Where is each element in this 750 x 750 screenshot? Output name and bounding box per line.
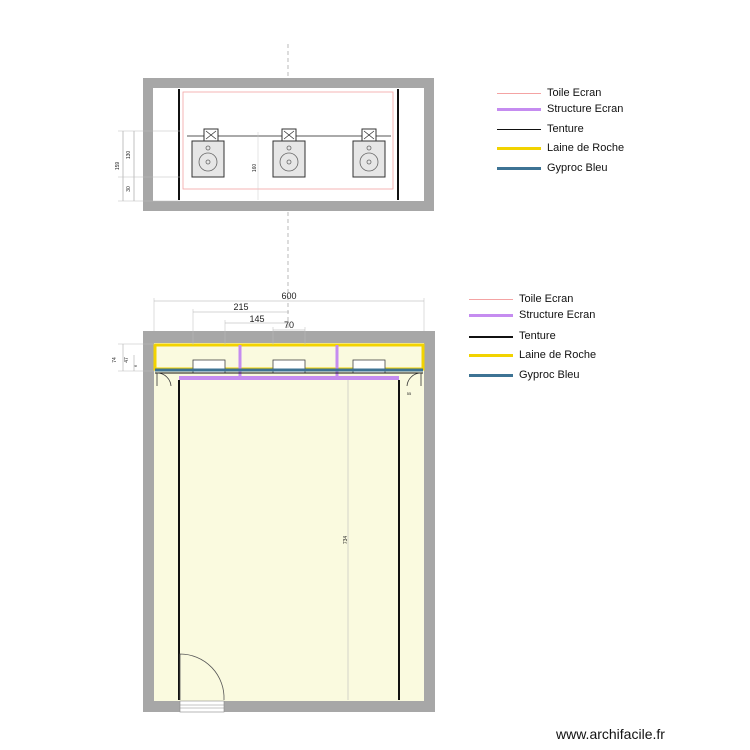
legend-swatch-tenture [469,336,513,338]
elevation-dim-inner: 130 [126,150,132,160]
plan-dim-left-c: 6 [133,364,138,368]
door-opening [180,701,224,712]
legend-swatch-gyproc [469,374,513,377]
legend-top [497,86,697,182]
legend-label: Tenture [547,123,584,135]
plan-dim-total: 600 [281,291,297,301]
legend-label: Toile Ecran [547,87,602,99]
watermark: www.archifacile.fr [556,726,665,742]
legend-swatch-structure [497,108,541,111]
legend-label: Laine de Roche [519,349,597,361]
legend-swatch-screen [497,93,541,94]
legend-label: Toile Ecran [519,293,574,305]
legend-swatch-insulation [469,354,513,357]
plan-view [112,291,435,712]
legend-swatch-gyproc [497,167,541,170]
plan-dim-length: 734 [343,535,349,545]
legend-label: Structure Ecran [547,103,624,115]
elevation-dim-speaker: 160 [252,163,258,173]
elevation-dim-outer: 159 [115,161,121,171]
legend-label: Gyproc Bleu [519,369,580,381]
legend-swatch-structure [469,314,513,317]
plan-dim-70: 70 [283,320,295,330]
elevation-view [115,78,434,211]
legend-label: Tenture [519,330,556,342]
plan-dim-215: 215 [233,302,249,312]
legend-swatch-tenture [497,129,541,130]
elevation-dim-bottom: 30 [126,186,132,192]
legend-label: Laine de Roche [547,142,625,154]
legend-swatch-screen [469,299,513,300]
plan-dim-right-small: 55 [406,391,412,396]
legend-label: Gyproc Bleu [547,162,608,174]
legend-label: Structure Ecran [519,309,596,321]
legend-swatch-insulation [497,147,541,150]
plan-dim-145: 145 [249,314,265,324]
plan-floor [154,343,424,701]
legend-bottom [469,292,669,388]
plan-dim-left-a: 74 [112,357,118,363]
plan-dim-left-b: 47 [124,357,130,363]
